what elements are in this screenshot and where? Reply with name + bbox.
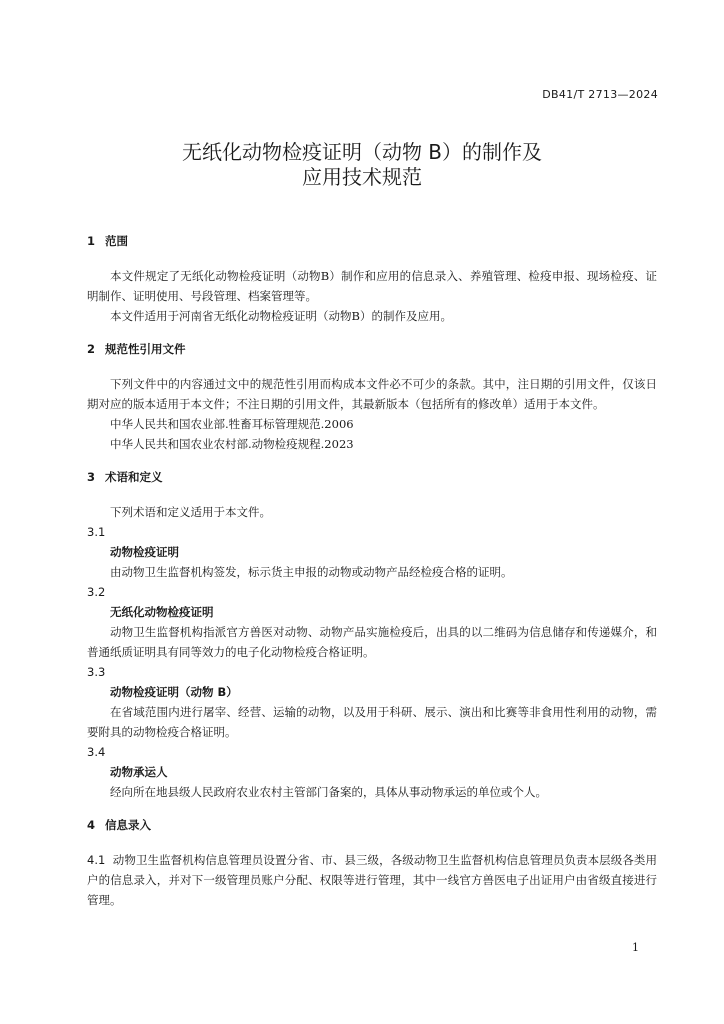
paragraph: 下列术语和定义适用于本文件。 [110, 505, 271, 519]
term-number: 3.1 [87, 525, 106, 539]
term-definition: 动物卫生监督机构指派官方兽医对动物、动物产品实施检疫后，出具的以二维码为信息储存和传递媒介，和普通纸质证明具有同等效力的电子化动物检疫合格证明。 [87, 625, 657, 659]
section-1-heading [87, 231, 657, 251]
section-2-heading [87, 339, 657, 359]
section-4-heading [87, 815, 657, 835]
clause-text: 动物卫生监督机构信息管理员设置分省、市、县三级，各级动物卫生监督机构信息管理员负责本层级各类用户的信息录入，并对下一级管理员账户分配、权限等进行管理，其中一线官方兽医电子出证用户由省级直接进行管理。 [87, 853, 658, 907]
section-number: 1 [87, 234, 96, 248]
section-title: 范围 [105, 234, 128, 248]
reference-item: 中华人民共和国农业农村部.动物检疫规程.2023 [110, 437, 354, 451]
title-line-1: 无纸化动物检疫证明（动物 B）的制作及 [181, 140, 543, 164]
section-title: 信息录入 [105, 818, 151, 832]
term-name: 动物检疫证明 [110, 545, 179, 559]
section-title: 规范性引用文件 [105, 342, 186, 356]
document-code: DB41/T 2713—2024 [542, 88, 658, 101]
term-number: 3.2 [87, 585, 106, 599]
reference-item: 中华人民共和国农业部.牲畜耳标管理规范.2006 [110, 417, 354, 431]
term-definition: 经向所在地县级人民政府农业农村主管部门备案的，具体从事动物承运的单位或个人。 [110, 785, 547, 799]
page-number: 1 [632, 941, 639, 954]
paragraph: 下列文件中的内容通过文中的规范性引用而构成本文件必不可少的条款。其中，注日期的引用文件，仅该日期对应的版本适用于本文件；不注日期的引用文件，其最新版本（包括所有的修改单）适用于本文件。 [87, 377, 657, 411]
term-name: 动物承运人 [110, 765, 168, 779]
term-name: 动物检疫证明（动物 B） [110, 685, 238, 699]
term-name: 无纸化动物检疫证明 [110, 605, 214, 619]
section-number: 4 [87, 818, 96, 832]
clause-4-1 [87, 850, 657, 910]
term-definition: 在省域范围内进行屠宰、经营、运输的动物，以及用于科研、展示、演出和比赛等非食用性利用的动物，需要附具的动物检疫合格证明。 [87, 705, 657, 739]
term-number: 3.3 [87, 665, 106, 679]
title-line-2: 应用技术规范 [302, 165, 422, 189]
term-definition: 由动物卫生监督机构签发，标示货主申报的动物或动物产品经检疫合格的证明。 [110, 565, 513, 579]
clause-number: 4.1 [87, 853, 106, 867]
section-number: 2 [87, 342, 96, 356]
section-3-heading [87, 467, 657, 487]
document-body [87, 231, 657, 910]
term-number: 3.4 [87, 745, 106, 759]
document-title [0, 140, 724, 190]
paragraph: 本文件适用于河南省无纸化动物检疫证明（动物B）的制作及应用。 [110, 309, 452, 323]
section-number: 3 [87, 470, 96, 484]
section-title: 术语和定义 [105, 470, 163, 484]
paragraph: 本文件规定了无纸化动物检疫证明（动物B）制作和应用的信息录入、养殖管理、检疫申报、现场检疫、证明制作、证明使用、号段管理、档案管理等。 [87, 269, 657, 303]
